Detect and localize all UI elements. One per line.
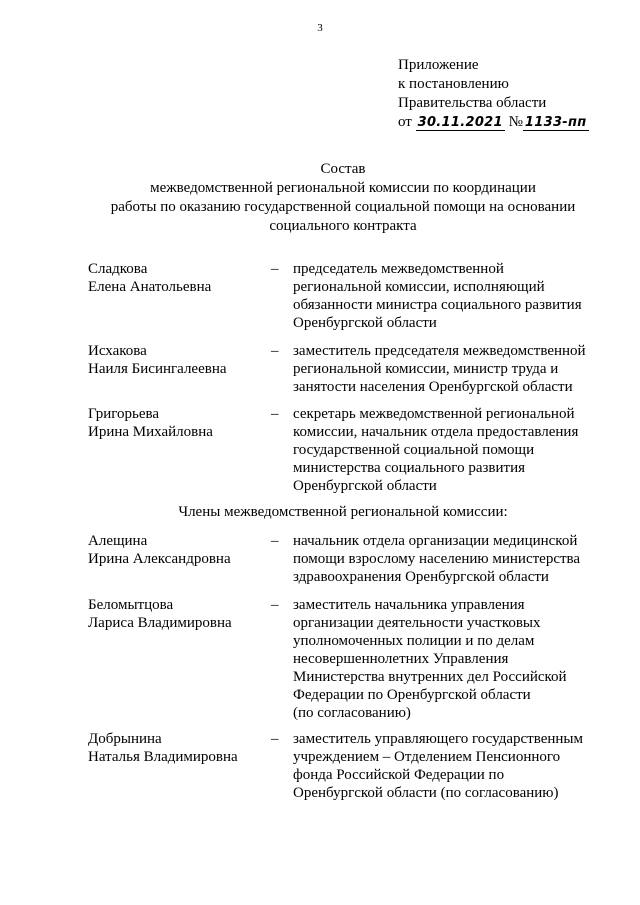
date-prefix: от [398, 114, 412, 130]
dash: – [271, 343, 279, 359]
person-name [88, 342, 278, 378]
surname: Григорьева [88, 406, 160, 422]
given-names: Наиля Бисингалеевна [88, 361, 227, 377]
appendix-line-3: Правительства области [398, 95, 547, 111]
dash: – [271, 406, 279, 422]
desc-line: (по согласованию) [293, 705, 411, 721]
surname: Добрынина [88, 731, 162, 747]
desc-line: здравоохранения Оренбургской области [293, 569, 549, 585]
desc-line: региональной комиссии, министр труда и [293, 361, 559, 377]
desc-line: помощи взрослому населению министерства [293, 551, 581, 567]
person-name [88, 596, 278, 632]
position-description [293, 342, 608, 396]
desc-line: региональной комиссии, исполняющий [293, 279, 545, 295]
desc-line: заместитель председателя межведомственной [293, 343, 586, 359]
title-line-3: работы по оказанию государственной социальной помощи на основании [110, 199, 576, 215]
position-description [293, 260, 608, 332]
desc-line: Министерства внутренних дел Российской [293, 669, 567, 685]
desc-line: организации деятельности участковых [293, 615, 541, 631]
desc-line: заместитель управляющего государственным [293, 731, 583, 747]
desc-line: государственной социальной помощи [293, 442, 535, 458]
surname: Алещина [88, 533, 148, 549]
desc-line: фонда Российской Федерации по [293, 767, 505, 783]
desc-line: Оренбургской области [293, 478, 437, 494]
desc-line: несовершеннолетних Управления [293, 651, 509, 667]
desc-line: учреждением – Отделением Пенсионного [293, 749, 561, 765]
desc-line: заместитель начальника управления [293, 597, 525, 613]
title-line-2: межведомственной региональной комиссии по координации [150, 180, 536, 196]
desc-line: занятости населения Оренбургской области [293, 379, 573, 395]
desc-line: уполномоченных полиции и по делам [293, 633, 535, 649]
desc-line: председатель межведомственной [293, 261, 504, 277]
surname: Исхакова [88, 343, 147, 359]
given-names: Наталья Владимировна [88, 749, 238, 765]
person-name [88, 260, 278, 296]
appendix-block [398, 56, 589, 132]
person-name [88, 532, 278, 568]
title-line-1: Состав [320, 161, 366, 177]
dash: – [271, 533, 279, 549]
given-names: Ирина Александровна [88, 551, 231, 567]
surname: Сладкова [88, 261, 148, 277]
desc-line: комиссии, начальник отдела предоставления [293, 424, 579, 440]
number-prefix: № [508, 114, 523, 130]
given-names: Лариса Владимировна [88, 615, 232, 631]
dash: – [271, 731, 279, 747]
desc-line: Федерации по Оренбургской области [293, 687, 531, 703]
page-number: 3 [317, 22, 323, 34]
desc-line: начальник отдела организации медицинской [293, 533, 578, 549]
given-names: Елена Анатольевна [88, 279, 212, 295]
position-description [293, 532, 608, 586]
desc-line: секретарь межведомственной региональной [293, 406, 575, 422]
given-names: Ирина Михайловна [88, 424, 213, 440]
dash: – [271, 261, 279, 277]
handwritten-date: 30.11.2021 [417, 115, 503, 130]
dash: – [271, 597, 279, 613]
handwritten-number: 1133-пп [524, 115, 587, 130]
appendix-date-line [398, 113, 589, 132]
surname: Беломытцова [88, 597, 174, 613]
position-description [293, 596, 608, 722]
desc-line: Оренбургской области (по согласованию) [293, 785, 559, 801]
document-title [0, 160, 640, 236]
title-line-4: социального контракта [269, 218, 417, 234]
person-name [88, 405, 278, 441]
desc-line: министерства социального развития [293, 460, 526, 476]
desc-line: Оренбургской области [293, 315, 437, 331]
position-description [293, 405, 608, 495]
person-name [88, 730, 278, 766]
position-description [293, 730, 608, 802]
members-heading: Члены межведомственной региональной комиссии: [178, 504, 508, 520]
appendix-line-1: Приложение [398, 57, 479, 73]
appendix-line-2: к постановлению [398, 76, 509, 92]
desc-line: обязанности министра социального развития [293, 297, 582, 313]
